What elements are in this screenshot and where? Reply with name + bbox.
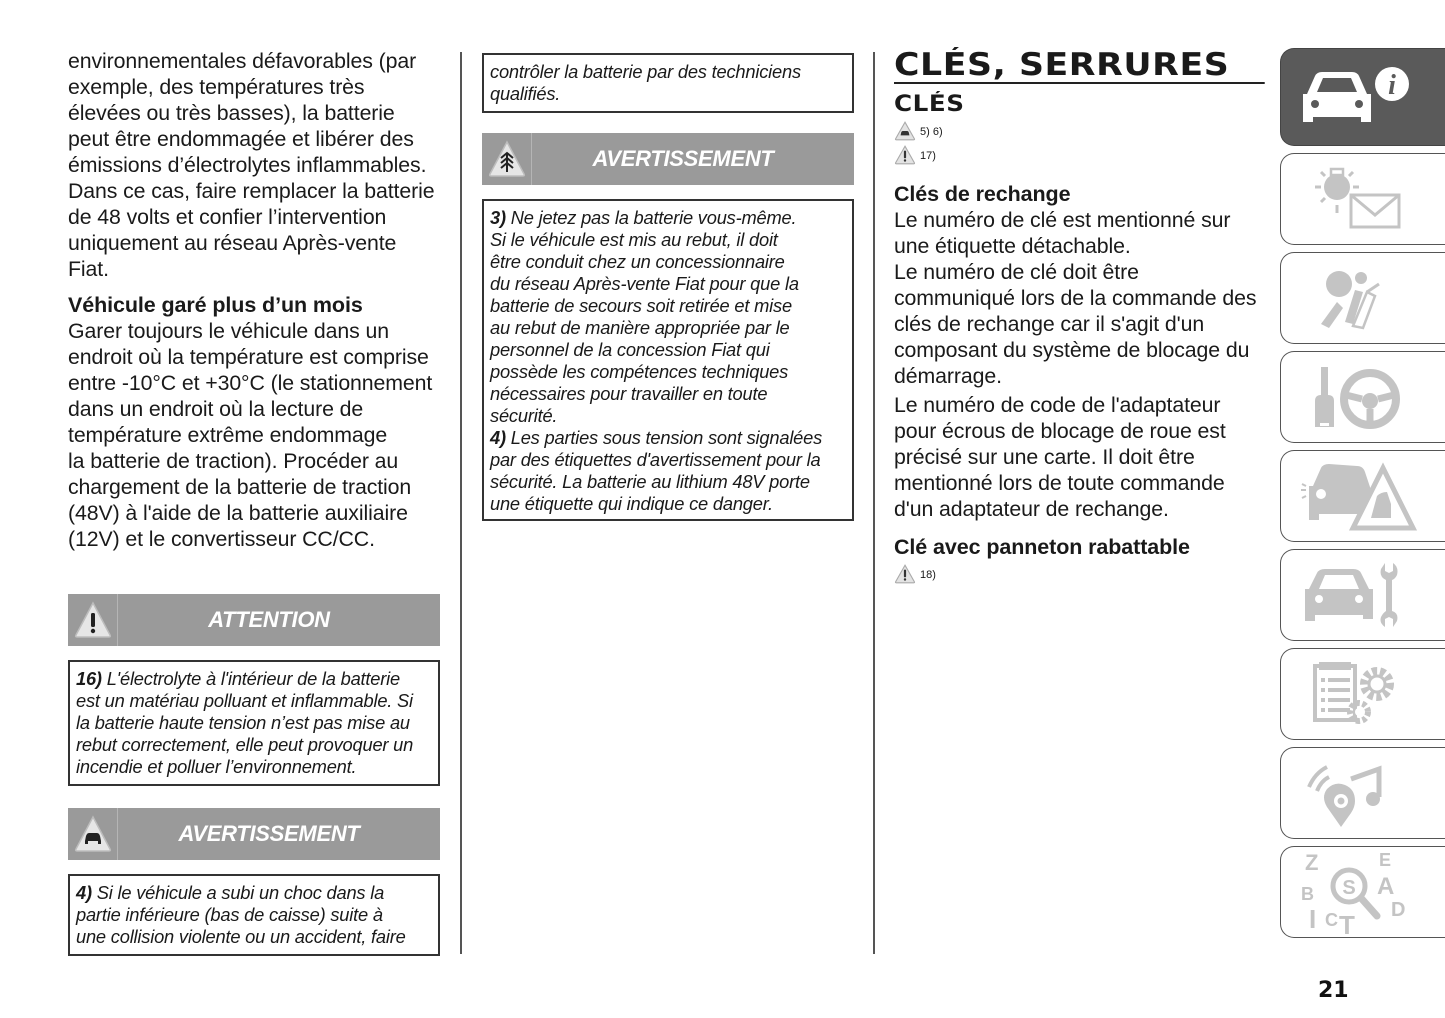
parked-vehicle-paragraph (68, 318, 440, 552)
environment-warning-label: AVERTISSEMENT (592, 146, 774, 171)
text-line: Le numéro de clé doit être (894, 260, 1139, 284)
music-location-icon (1297, 753, 1407, 833)
text-line: sécurité. La batterie au lithium 48V porte (490, 471, 810, 492)
text-line: Les parties sous tension sont signalées (510, 427, 823, 448)
column-middle (482, 53, 854, 521)
text-line: composant du système de blocage du (894, 338, 1250, 362)
warning-note-4 (68, 874, 440, 956)
text-line: uniquement au réseau Après-vente (68, 231, 397, 255)
column-divider (460, 52, 462, 954)
warning-banner (68, 808, 440, 860)
note-number: 16) (76, 668, 102, 689)
text-line: entre -10°C et +30°C (le stationnement (68, 371, 433, 395)
car-hazard-triangle-icon (1297, 456, 1417, 536)
chapter-tabs (1280, 48, 1445, 945)
attention-note-16 (68, 660, 440, 786)
text-line: la batterie haute tension n’est pas mise au (76, 712, 410, 733)
parked-vehicle-heading: Véhicule garé plus d’un mois (68, 293, 363, 317)
text-line: Le numéro de clé est mentionné sur (894, 208, 1231, 232)
text-line: qualifiés. (490, 83, 561, 104)
page-number: 21 (1318, 978, 1349, 1003)
spare-keys-heading: Clés de rechange (894, 182, 1071, 206)
text-line: la batterie de traction). Procéder au (68, 449, 399, 473)
attention-reference (894, 145, 1266, 167)
text-line: sécurité. (490, 405, 558, 426)
text-line: chargement de la batterie de traction (68, 475, 412, 499)
note-number: 4) (76, 882, 92, 903)
text-line: L'électrolyte à l'intérieur de la batterie (106, 668, 400, 689)
tab-vehicle-info[interactable] (1280, 48, 1445, 146)
text-line: pour écrous de blocage de roue est (894, 419, 1226, 443)
reference-link[interactable]: 5) 6) (920, 126, 943, 138)
flip-key-heading: Clé avec panneton rabattable (894, 535, 1190, 559)
text-line: batterie de secours soit retirée et mise (490, 295, 792, 316)
attention-label: ATTENTION (208, 607, 330, 632)
car-info-icon (1297, 62, 1417, 132)
text-line: Si le véhicule a subi un choc dans la (96, 882, 385, 903)
environment-tree-icon (482, 133, 532, 185)
svg-text:E: E (1379, 850, 1392, 870)
svg-text:I: I (1309, 904, 1317, 934)
svg-text:A: A (1377, 873, 1395, 900)
battery-intro-paragraph (68, 48, 440, 282)
text-line: du réseau Après-vente Fiat pour que la (490, 273, 799, 294)
list-gears-icon (1297, 658, 1407, 730)
text-line: peut être endommagée et libérer des (68, 127, 414, 151)
svg-text:B: B (1301, 884, 1314, 904)
svg-text:T: T (1339, 910, 1355, 934)
key-steering-wheel-icon (1297, 361, 1407, 433)
text-line: température extrême endommage (68, 423, 388, 447)
text-line: incendie et polluer l’environnement. (76, 756, 357, 777)
environment-notes (482, 199, 854, 521)
warning-triangle-icon (894, 564, 916, 587)
text-line: environnementales défavorables (par (68, 49, 417, 73)
tab-starting-driving[interactable] (1280, 351, 1445, 443)
text-line: nécessaires pour travailler en toute (490, 383, 768, 404)
text-line: de 48 volts et confier l’intervention (68, 205, 387, 229)
environment-warning-banner (482, 133, 854, 185)
text-line: au rebut de manière appropriée par le (490, 317, 790, 338)
text-line: Le numéro de code de l'adaptateur (894, 393, 1221, 417)
text-line: Dans ce cas, faire remplacer la batterie (68, 179, 435, 203)
note-number: 4) (490, 427, 506, 448)
alphabet-magnifier-icon (1297, 850, 1417, 934)
tab-emergency[interactable] (1280, 450, 1445, 542)
tab-dashboard-lights-messages[interactable] (1280, 153, 1445, 245)
warning-note-continued (482, 53, 854, 113)
column-left (68, 48, 440, 956)
text-line: par des étiquettes d'avertissement pour la (490, 449, 821, 470)
svg-text:C: C (1325, 910, 1338, 930)
tab-safety[interactable] (1280, 252, 1445, 344)
text-line: est un matériau polluant et inflammable. Si (76, 690, 413, 711)
text-line: personnel de la concession Fiat qui (490, 339, 770, 360)
page-title: CLÉS, SERRURES (894, 48, 1265, 84)
text-line: possède les compétences techniques (490, 361, 789, 382)
text-line: mentionné lors de toute commande (894, 471, 1225, 495)
text-line: démarrage. (894, 364, 1002, 388)
airbag-seat-icon (1297, 262, 1407, 334)
text-line: dans un endroit où la lecture de (68, 397, 364, 421)
text-line: Si le véhicule est mis au rebut, il doit (490, 229, 778, 250)
text-line: d'un adaptateur de rechange. (894, 497, 1169, 521)
spare-keys-paragraph (894, 207, 1266, 522)
column-divider (873, 52, 875, 954)
text-line: Ne jetez pas la batterie vous-même. (510, 207, 797, 228)
text-line: contrôler la batterie par des techniciens (490, 61, 801, 82)
text-line: être conduit chez un concessionnaire (490, 251, 785, 272)
text-line: clés de rechange car il s'agit d'un (894, 312, 1205, 336)
warning-reference (894, 121, 1266, 143)
tab-technical-data[interactable] (1280, 648, 1445, 740)
svg-text:S: S (1342, 877, 1356, 899)
text-line: (48V) à l'aide de la batterie auxiliaire (68, 501, 408, 525)
car-warning-icon (894, 121, 916, 144)
column-right (894, 48, 1266, 586)
text-line: endroit où la température est comprise (68, 345, 429, 369)
warning-label: AVERTISSEMENT (178, 821, 360, 846)
svg-text:D: D (1391, 899, 1406, 921)
section-title: CLÉS (894, 92, 965, 117)
reference-link[interactable]: 17) (920, 150, 936, 162)
text-line: élevées ou très basses), la batterie (68, 101, 395, 125)
warning-triangle-icon (894, 145, 916, 168)
flip-key-reference (894, 564, 1266, 586)
text-line: (12V) et le convertisseur CC/CC. (68, 527, 375, 551)
text-line: exemple, des températures très (68, 75, 365, 99)
warning-light-envelope-icon (1297, 163, 1407, 235)
text-line: une collision violente ou un accident, faire (76, 926, 406, 947)
text-line: partie inférieure (bas de caisse) suite à (76, 904, 383, 925)
text-line: précisé sur une carte. Il doit être (894, 445, 1195, 469)
note-number: 3) (490, 207, 506, 228)
reference-link[interactable]: 18) (920, 569, 936, 581)
car-warning-icon (68, 808, 118, 860)
svg-text:Z: Z (1305, 850, 1319, 875)
text-line: Fiat. (68, 257, 109, 281)
tab-maintenance[interactable] (1280, 549, 1445, 641)
text-line: une étiquette détachable. (894, 234, 1131, 258)
svg-text:i: i (1388, 70, 1396, 101)
text-line: Garer toujours le véhicule dans un (68, 319, 389, 343)
attention-banner (68, 594, 440, 646)
text-line: émissions d’électrolytes inflammables. (68, 153, 427, 177)
warning-triangle-icon (68, 594, 118, 646)
text-line: rebut correctement, elle peut provoquer un (76, 734, 414, 755)
text-line: une étiquette qui indique ce danger. (490, 493, 773, 514)
tab-multimedia[interactable] (1280, 747, 1445, 839)
tab-index[interactable] (1280, 846, 1445, 938)
text-line: communiqué lors de la commande des (894, 286, 1257, 310)
car-wrench-icon (1297, 559, 1407, 631)
